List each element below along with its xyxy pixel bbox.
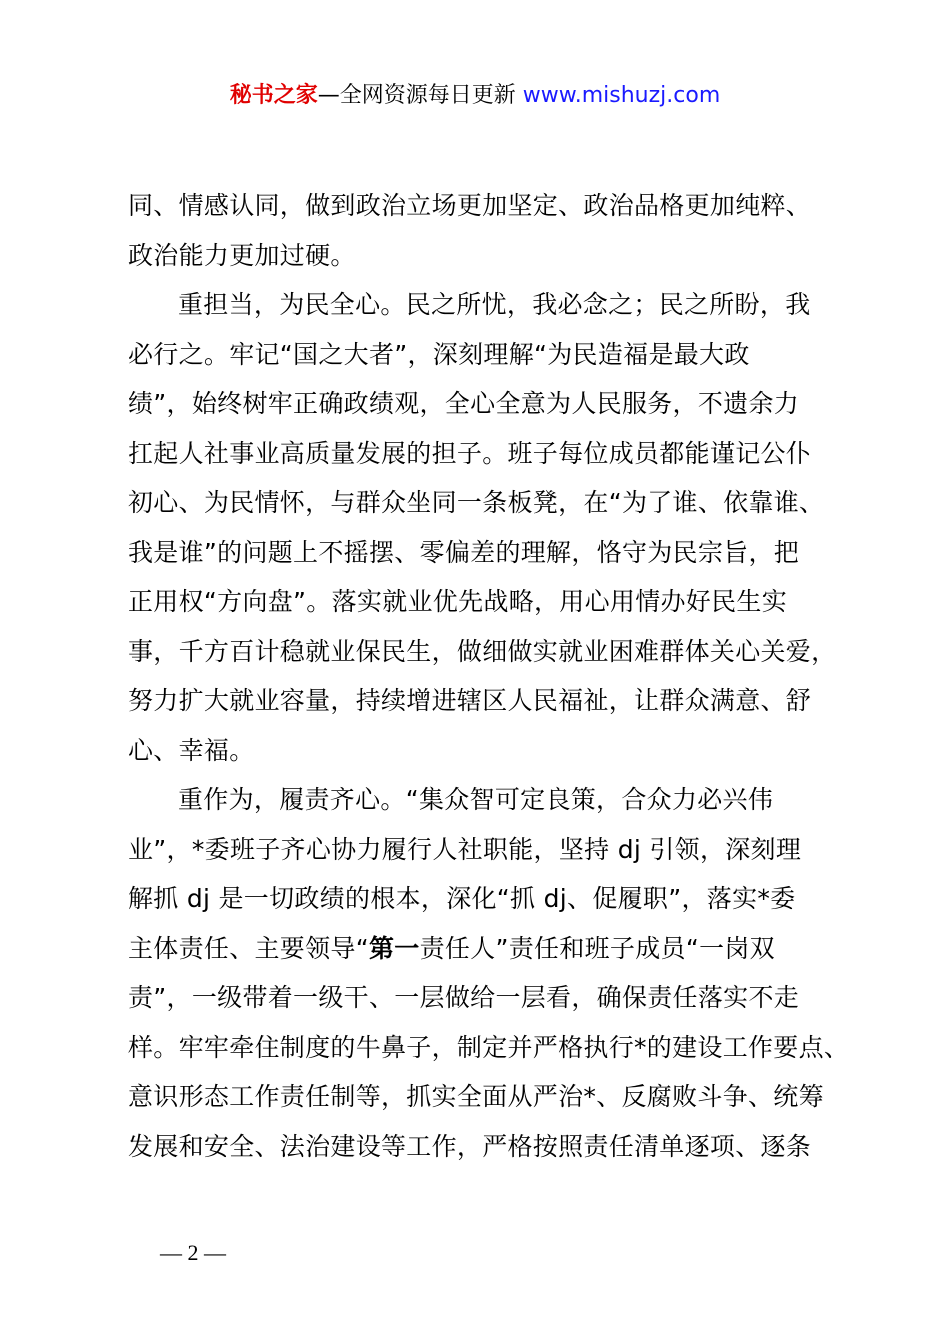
bold-text-segment: 第一 [368, 933, 420, 963]
text-line-with-bold [128, 924, 828, 974]
paragraph-start-line: 重作为，履责齐心。“集众智可定良策，合众力必兴伟 [178, 785, 774, 814]
text-segment: 主体责任、主要领导“ [128, 933, 369, 963]
text-line: 样。牢牢牵住制度的牛鼻子，制定并严格执行*的建设工作要点、 [128, 1032, 850, 1062]
paragraph-start-line: 重担当，为民全心。民之所忧，我必念之；民之所盼，我 [178, 290, 811, 319]
text-line: 心、幸福。 [128, 735, 255, 765]
text-line: 绩”，始终树牢正确政绩观，全心全意为人民服务，不遗余力 [128, 389, 800, 418]
page-number: — 2 — [160, 1240, 226, 1265]
text-line: 扛起人社事业高质量发展的担子。班子每位成员都能谨记公仆 [128, 438, 812, 468]
text-line: 必行之。牢记“国之大者”，深刻理解“为民造福是最大政 [128, 339, 750, 369]
text-line: 初心、为民情怀，与群众坐同一条板凳，在“为了谁、依靠谁、 [128, 488, 825, 517]
brand-name: 秘书之家 [229, 83, 318, 108]
site-header [0, 80, 950, 112]
text-segment: 责任人”责任和班子成员“一岗双 [419, 933, 775, 963]
site-url-link[interactable]: www.mishuzj.com [522, 83, 721, 108]
text-line: 业”，*委班子齐心协力履行人社职能，坚持 dj 引领，深刻理 [128, 834, 802, 864]
text-line: 政治能力更加过硬。 [128, 240, 356, 270]
text-line: 发展和安全、法治建设等工作，严格按照责任清单逐项、逐条 [128, 1131, 812, 1161]
text-line: 努力扩大就业容量，持续增进辖区人民福祉，让群众满意、舒 [128, 686, 812, 715]
text-line: 同、情感认同，做到政治立场更加坚定、政治品格更加纯粹、 [128, 191, 812, 220]
text-line: 正用权“方向盘”。落实就业优先战略，用心用情办好民生实 [128, 587, 788, 616]
header-tagline: —全网资源每日更新 [317, 83, 516, 108]
text-line: 意识形态工作责任制等，抓实全面从严治*、反腐败斗争、统筹 [128, 1082, 824, 1111]
text-line: 责”，一级带着一级干、一层做给一层看，确保责任落实不走 [128, 983, 800, 1012]
text-line: 我是谁”的问题上不摇摆、零偏差的理解，恪守为民宗旨，把 [128, 537, 800, 567]
body-text [128, 181, 850, 1171]
text-line: 事，千方百计稳就业保民生，做细做实就业困难群体关心关爱， [128, 636, 837, 666]
text-line: 解抓 dj 是一切政绩的根本，深化“抓 dj、促履职”，落实*委 [128, 884, 796, 913]
